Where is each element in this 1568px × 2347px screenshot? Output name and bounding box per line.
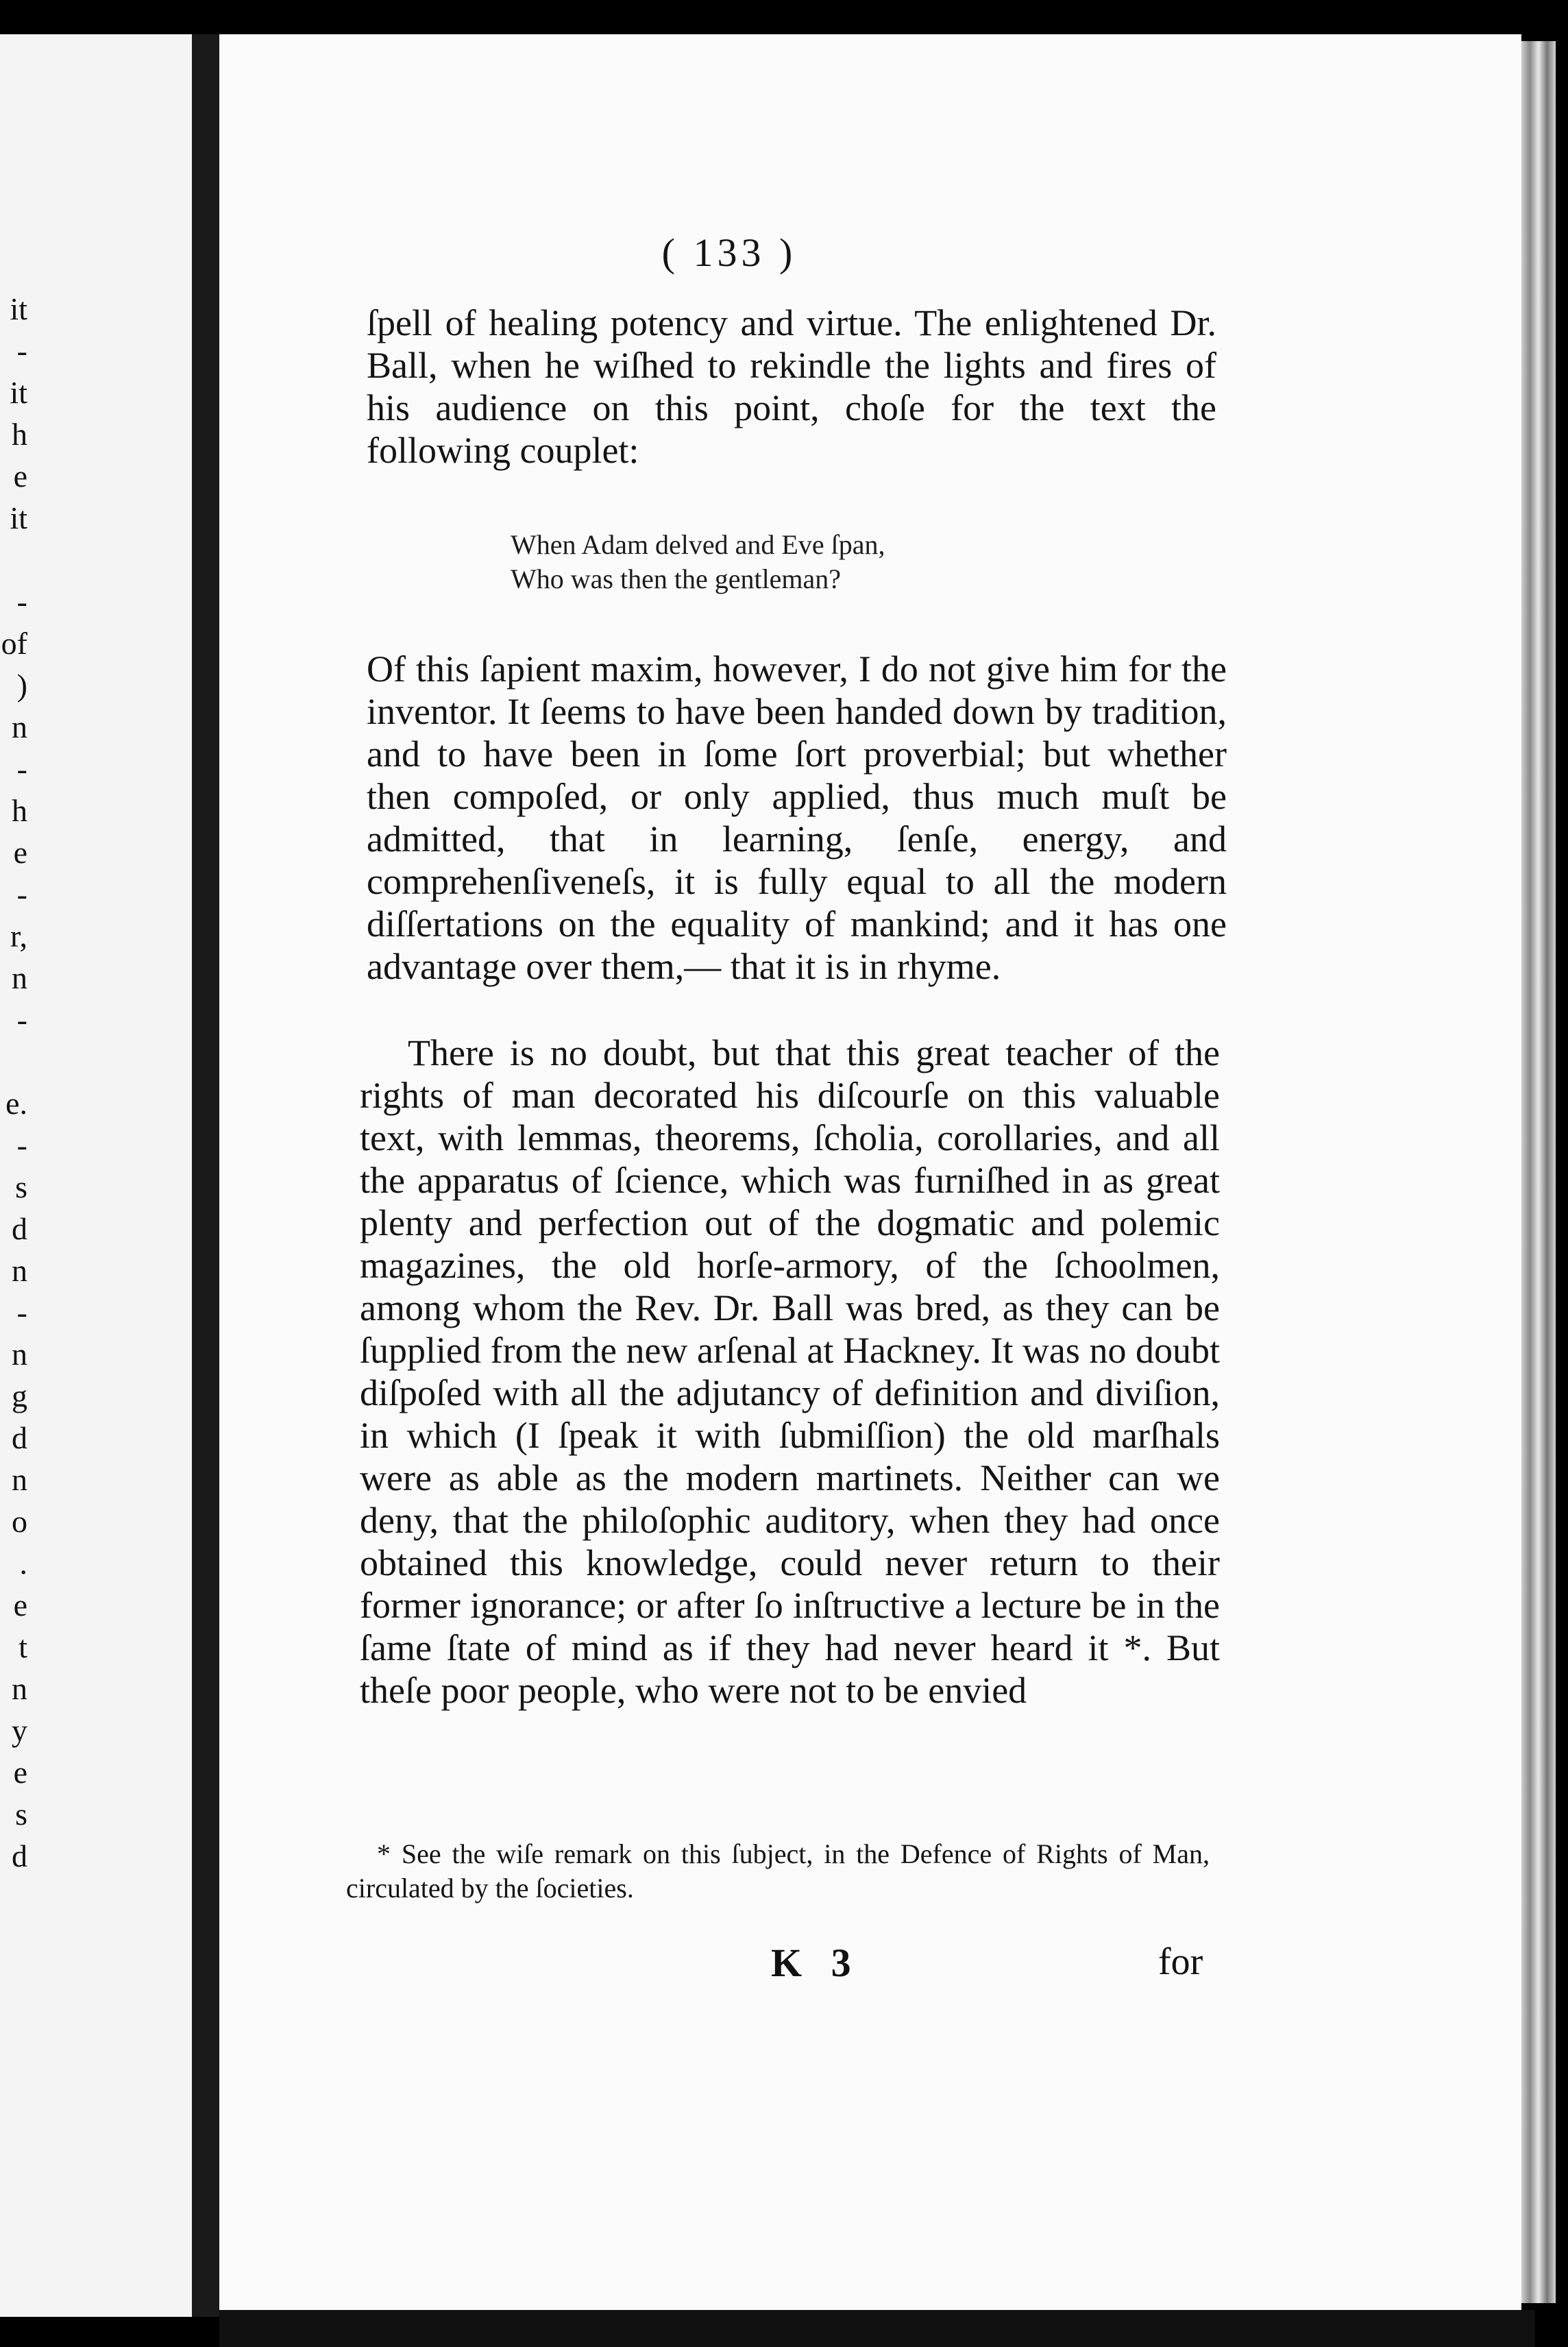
facing-page-fragment: -: [16, 333, 27, 368]
facing-page-fragment: -: [16, 584, 27, 619]
verse-line-2: Who was then the gentleman?: [511, 563, 842, 594]
facing-page-fragment: -: [16, 1295, 27, 1330]
page-number-text: ( 133 ): [661, 230, 797, 275]
footnote: * See the wiſe remark on this ſubject, in the Defence of Rights of Man, circulated by the ſocieties.: [346, 1838, 1210, 1904]
paragraph-2: [367, 648, 1227, 988]
facing-page-fragment: h: [12, 793, 27, 828]
facing-page-fragment: n: [12, 1253, 27, 1288]
verse-line-1: When Adam delved and Eve ſpan,: [511, 529, 885, 560]
facing-page-fragment: e: [13, 835, 27, 870]
facing-page-fragment: y: [12, 1713, 27, 1748]
paragraph-1: [367, 302, 1216, 472]
paragraph-2-text: Of this ſapient maxim, however, I do not give him for the inventor. It ſeems to have been handed down by tradition, and to have been in ſome ſort proverbial; but whether then compoſed, or only applied, thus much muſt be admitted, that in learning, ſenſe, energy, and comprehenſiveneſs, it is fully equal to all the modern diſſertations on the equality of mankind; and it has one advantage over them,— that it is in rhyme.: [367, 648, 1227, 987]
facing-page-fragment: n: [12, 1462, 27, 1497]
facing-page-fragment: t: [19, 1629, 27, 1664]
scan-border: [219, 2310, 1535, 2347]
verse-couplet: [511, 528, 885, 596]
facing-page-fragment: ): [16, 668, 27, 703]
signature-mark: K 3: [771, 1941, 861, 1985]
facing-page-fragment: n: [12, 1337, 27, 1372]
page-edge: [1521, 41, 1556, 2303]
facing-page-fragment: g: [12, 1378, 27, 1413]
facing-page-fragment: n: [12, 960, 27, 995]
page-number-header: [0, 230, 1568, 276]
paragraph-3: [360, 1032, 1220, 1712]
facing-page-fragment: -: [16, 877, 27, 912]
facing-page-fragment: n: [12, 709, 27, 744]
facing-page-fragment: e: [13, 1755, 27, 1790]
facing-page-fragment: o: [12, 1504, 27, 1539]
facing-page-fragment: e.: [5, 1086, 27, 1121]
facing-page-fragment: s: [15, 1797, 27, 1832]
facing-page-fragment: -: [16, 1002, 27, 1037]
facing-page-fragment: d: [12, 1211, 27, 1246]
facing-page-fragment: of: [1, 626, 27, 661]
facing-page-fragment: it: [10, 500, 27, 535]
book-gutter: [192, 34, 219, 2317]
facing-page-fragment: r,: [10, 919, 27, 953]
facing-page-fragment: h: [12, 417, 27, 452]
facing-page-fragment: s: [15, 1169, 27, 1204]
facing-page-fragment: it: [10, 375, 27, 410]
facing-page-fragment: n: [12, 1671, 27, 1706]
facing-page-text-edge: [0, 288, 27, 1877]
facing-page: [0, 34, 192, 2317]
catchword: for: [1158, 1941, 1203, 1983]
facing-page-fragment: e: [13, 459, 27, 494]
facing-page-fragment: e: [13, 1588, 27, 1622]
facing-page-fragment: -: [16, 751, 27, 786]
facing-page-fragment: d: [12, 1420, 27, 1455]
facing-page-fragment: d: [12, 1838, 27, 1873]
facing-page-fragment: [0, 539, 27, 581]
facing-page-fragment: it: [10, 291, 27, 326]
facing-page-fragment: -: [16, 1128, 27, 1163]
paragraph-1-text: ſpell of healing potency and virtue. The enlightened Dr. Ball, when he wiſhed to rekindle the lights and fires of his audience on this point, choſe for the text the following couplet:: [367, 302, 1216, 471]
facing-page-fragment: [0, 1041, 27, 1082]
facing-page-fragment: .: [19, 1546, 27, 1581]
paragraph-3-text: There is no doubt, but that this great teacher of the rights of man decorated his diſcourſe on this valuable text, with lemmas, theorems, ſcholia, corollaries, and all the apparatus of ſcience, which was furniſhed in as great plenty and perfection out of the dogmatic and polemic magazines, the old horſe-armory, of the ſchoolmen, among whom the Rev. Dr. Ball was bred, as they can be ſupplied from the new arſenal at Hackney. It was no doubt diſpoſed with all the adjutancy of definition and diviſion, in which (I ſpeak it with ſubmiſſion) the old marſhals were as able as the modern martinets. Neither can we deny, that the philoſophic auditory, when they had once obtained this knowledge, could never return to their former ignorance; or after ſo inſtructive a lecture be in the ſame ſtate of mind as if they had never heard it *. But theſe poor people, who were not to be envied: [360, 1032, 1220, 1711]
